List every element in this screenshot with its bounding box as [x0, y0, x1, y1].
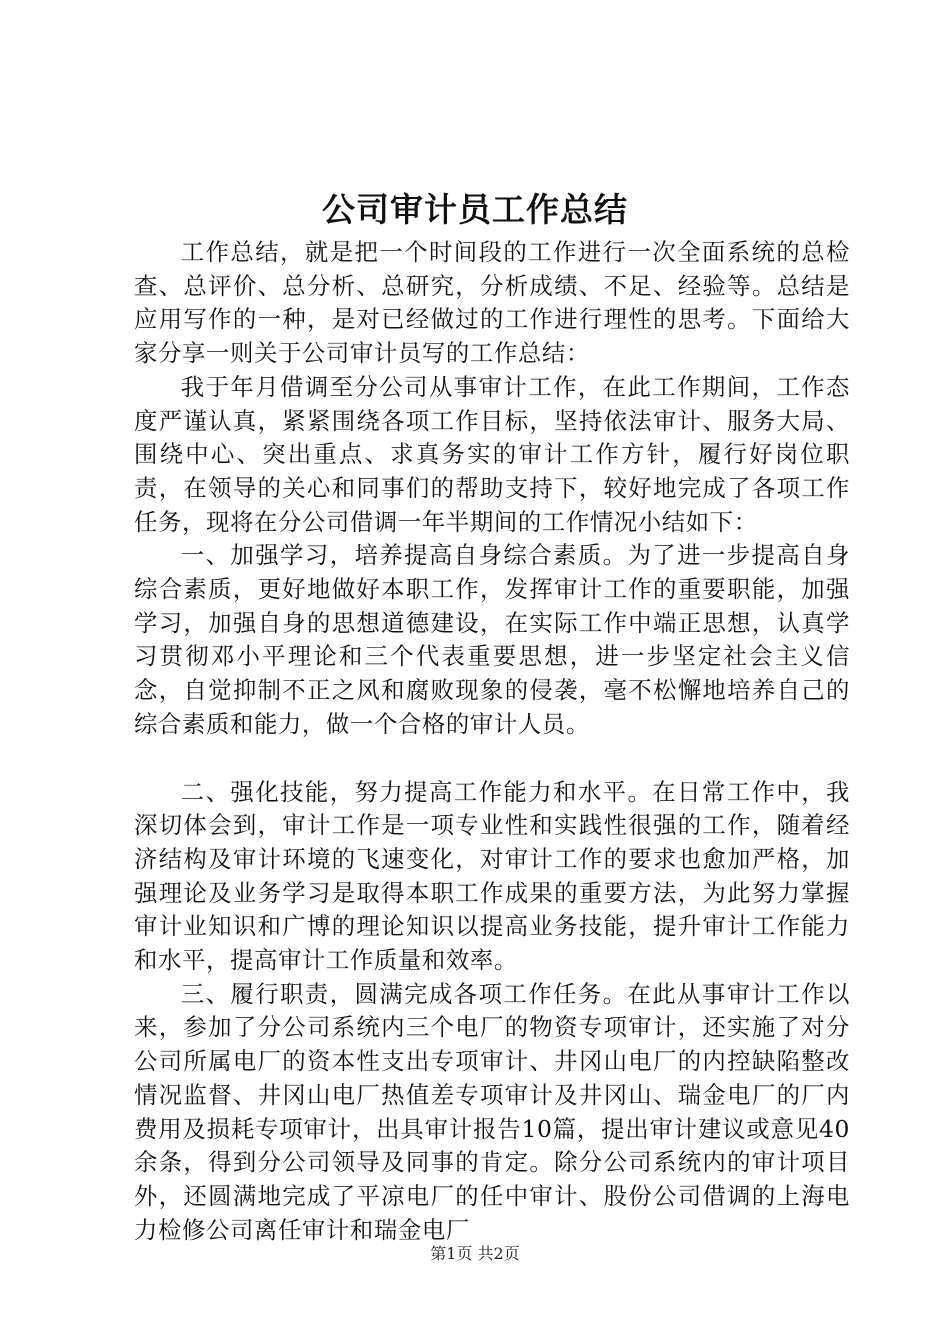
document-body: [134, 236, 850, 1247]
paragraph-section-3: 三、履行职责，圆满完成各项工作任务。在此从事审计工作以来，参加了分公司系统内三个电厂的物资专项审计，还实施了对分公司所属电厂的资本性支出专项审计、井冈山电厂的内控缺陷整改情况监督、井冈山电厂热值差专项审计及井冈山、瑞金电厂的厂内费用及损耗专项审计，出具审计报告10篇，提出审计建议或意见40余条，得到分公司领导及同事的肯定。除分公司系统内的审计项目外，还圆满地完成了平凉电厂的任中审计、股份公司借调的上海电力检修公司离任审计和瑞金电厂: [134, 979, 850, 1244]
document-title: 公司审计员工作总结: [322, 190, 628, 229]
paragraph-intro: 工作总结，就是把一个时间段的工作进行一次全面系统的总检查、总评价、总分析、总研究，分析成绩、不足、经验等。总结是应用写作的一种，是对已经做过的工作进行理性的思考。下面给大家分享一则关于公司审计员写的工作总结：: [134, 238, 850, 368]
page-footer: 第1页 共2页: [430, 1244, 520, 1263]
paragraph-overview: 我于年月借调至分公司从事审计工作，在此工作期间，工作态度严谨认真，紧紧围绕各项工作目标，坚持依法审计、服务大局、围绕中心、突出重点、求真务实的审计工作方针，履行好岗位职责，在领导的关心和同事们的帮助支持下，较好地完成了各项工作任务，现将在分公司借调一年半期间的工作情况小结如下：: [134, 372, 850, 536]
paragraph-section-2: 二、强化技能，努力提高工作能力和水平。在日常工作中，我深切体会到，审计工作是一项专业性和实践性很强的工作，随着经济结构及审计环境的飞速变化，对审计工作的要求也愈加严格，加强理论及业务学习是取得本职工作成果的重要方法，为此努力掌握审计业知识和广博的理论知识以提高业务技能，提升审计工作能力和水平，提高审计工作质量和效率。: [134, 777, 850, 975]
paragraph-spacer: [134, 742, 850, 776]
paragraph-section-1: 一、加强学习，培养提高自身综合素质。为了进一步提高自身综合素质，更好地做好本职工作，发挥审计工作的重要职能，加强学习，加强自身的思想道德建设，在实际工作中端正思想，认真学习贯彻邓小平理论和三个代表重要思想，进一步坚定社会主义信念，自觉抑制不正之风和腐败现象的侵袭，毫不松懈地培养自己的综合素质和能力，做一个合格的审计人员。: [134, 541, 850, 738]
